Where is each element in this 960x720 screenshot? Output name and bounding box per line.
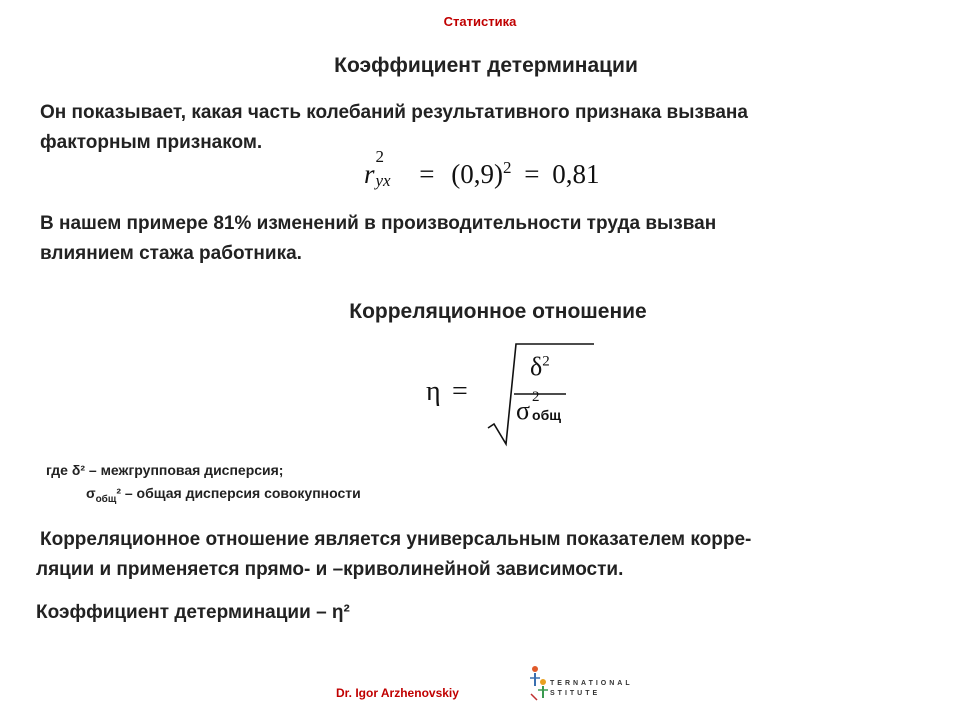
correlation-line-1: Корреляционное отношение является универсальным показателем корре- — [40, 529, 752, 550]
where-rest: ² – общая дисперсия совокупности — [116, 485, 361, 501]
definition-line-2: факторным признаком. — [40, 132, 263, 153]
formula-result: 0,81 — [552, 159, 600, 189]
institute-logo — [526, 664, 636, 704]
where-sub: общ — [95, 493, 117, 505]
correlation-ratio-paragraph — [36, 525, 946, 585]
formula-equals-2: = — [524, 159, 540, 189]
formula-r-sub: yx — [375, 171, 391, 190]
where-note-line-2 — [86, 485, 361, 505]
formula-base: (0,9) — [451, 159, 503, 189]
denominator-sup: 2 — [532, 389, 540, 405]
section-title-correlation-ratio: Корреляционное отношение — [349, 300, 647, 323]
logo-figures-icon — [526, 664, 552, 702]
section-title-determination: Коэффициент детерминации — [334, 54, 638, 77]
formula-r-sup: 2 — [375, 147, 385, 166]
formula-r-scripts — [375, 147, 403, 190]
slide-header-subject: Статистика — [443, 14, 517, 29]
example-line-2: влиянием стажа работника. — [40, 243, 302, 264]
denominator-sigma: σ — [516, 396, 531, 425]
numerator-sup: 2 — [542, 353, 550, 370]
definition-paragraph — [40, 98, 940, 158]
correlation-line-2: ляции и применяется прямо- и –криволинейной зависимости. — [36, 559, 624, 580]
example-line-1: В нашем примере 81% изменений в производительности труда вызван — [40, 213, 717, 234]
formula-equals-1: = — [419, 159, 435, 189]
logo-line-1: TERNATIONAL — [550, 680, 633, 687]
author-name: Dr. Igor Arzhenovskiy — [336, 686, 459, 700]
where-note-line-1: где δ² – межгрупповая дисперсия; — [46, 462, 284, 478]
eta-symbol: η — [426, 376, 441, 407]
fraction-numerator — [530, 352, 550, 382]
formula-exp: 2 — [502, 158, 512, 177]
fraction-denominator — [516, 389, 576, 426]
denominator-sub: общ — [532, 407, 562, 423]
numerator-delta: δ — [530, 352, 543, 381]
example-paragraph — [40, 209, 940, 269]
eta-equals: = — [452, 376, 468, 407]
determination-eta-line: Коэффициент детерминации – η² — [36, 602, 350, 623]
logo-line-2: STITUTE — [550, 690, 601, 697]
where-sigma: σ — [86, 485, 96, 501]
formula-r-symbol: r — [364, 159, 375, 189]
denominator-scripts — [530, 389, 576, 423]
definition-line-1: Он показывает, какая часть колебаний результативного признака вызвана — [40, 102, 748, 123]
correlation-ratio-formula — [420, 340, 600, 450]
determination-formula — [364, 147, 600, 190]
